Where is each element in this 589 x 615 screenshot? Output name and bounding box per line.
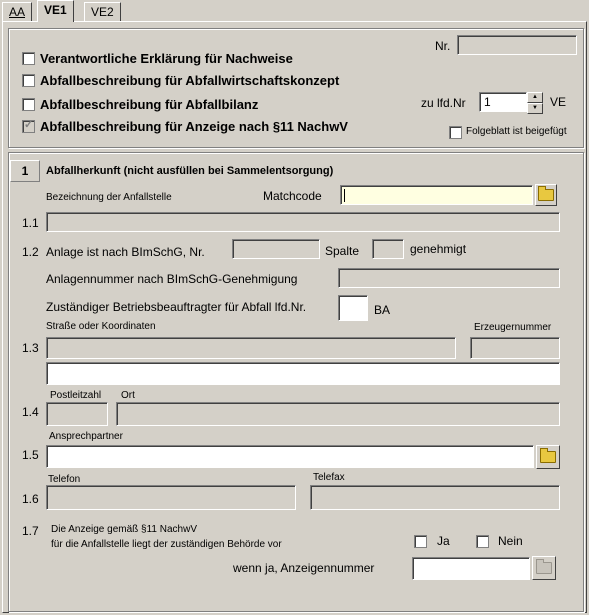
- lfd-input[interactable]: [479, 92, 527, 112]
- checkbox-abfallbilanz-label: Abfallbeschreibung für Abfallbilanz: [40, 97, 259, 112]
- checkbox-nachweise-label: Verantwortliche Erklärung für Nachweise: [40, 51, 293, 66]
- ort-label: Ort: [121, 390, 135, 401]
- anzeigennummer-label: wenn ja, Anzeigennummer: [233, 561, 375, 575]
- spin-down-icon[interactable]: ▼: [527, 103, 543, 114]
- telefon-field[interactable]: [46, 485, 296, 510]
- ort-field[interactable]: [116, 402, 560, 426]
- tab-aa-label: AA: [9, 5, 26, 19]
- nr-label: Nr.: [435, 39, 451, 53]
- tab-ve1-label: VE1: [44, 3, 67, 17]
- ba-label: BA: [374, 303, 391, 317]
- bezeichnung-field[interactable]: [46, 212, 560, 232]
- telefon-label: Telefon: [48, 474, 81, 485]
- row-1-7-number: 1.7: [22, 524, 39, 538]
- spin-up-icon[interactable]: ▲: [527, 92, 543, 103]
- anlage-label: Anlage ist nach BImSchG, Nr.: [46, 245, 205, 259]
- checkbox-ja[interactable]: [414, 535, 427, 548]
- checkbox-anzeige-11-label: Abfallbeschreibung für Anzeige nach §11 NachwV: [40, 119, 348, 134]
- plz-label: Postleitzahl: [50, 390, 102, 401]
- checkbox-folgeblatt[interactable]: [449, 126, 462, 139]
- genehmigt-label: genehmigt: [410, 242, 467, 256]
- erzeugernummer-field[interactable]: [470, 337, 560, 359]
- checkbox-abfallwirtschaftskonzept-label: Abfallbeschreibung für Abfallwirtschaftskonzept: [40, 73, 340, 88]
- strasse-input[interactable]: [46, 362, 560, 385]
- ansprechpartner-label: Ansprechpartner: [49, 431, 123, 442]
- ansprechpartner-lookup-button[interactable]: [536, 445, 560, 469]
- spalte-label: Spalte: [325, 244, 360, 258]
- anzeigennummer-lookup-button[interactable]: [532, 556, 556, 580]
- plz-field[interactable]: [46, 402, 108, 426]
- text-cursor: [344, 189, 345, 202]
- folder-icon: [540, 451, 556, 463]
- folder-icon: [536, 562, 552, 574]
- section-number: 1: [10, 160, 40, 182]
- anlage-nr-field[interactable]: [232, 239, 320, 259]
- ba-input[interactable]: [338, 295, 368, 321]
- bezeichnung-label: Bezeichnung der Anfallstelle: [46, 192, 172, 203]
- checkbox-nein[interactable]: [476, 535, 489, 548]
- ve-label: VE: [550, 95, 567, 109]
- row-1-5-number: 1.5: [22, 448, 39, 462]
- row-1-1-number: 1.1: [22, 216, 39, 230]
- checkbox-nachweise[interactable]: [22, 52, 35, 65]
- row-1-2-number: 1.2: [22, 245, 39, 259]
- tab-ve2[interactable]: [84, 2, 121, 21]
- ansprechpartner-input[interactable]: [46, 445, 534, 468]
- lfd-spinner[interactable]: [527, 92, 543, 112]
- nr-field[interactable]: [457, 35, 577, 55]
- anzeigennummer-input[interactable]: [412, 557, 530, 580]
- tab-ve1[interactable]: [37, 0, 74, 22]
- anzeige-line2: für die Anfallstelle liegt der zuständigen Behörde vor: [51, 539, 282, 550]
- matchcode-lookup-button[interactable]: [535, 184, 557, 206]
- matchcode-input[interactable]: [340, 185, 533, 205]
- nein-label: Nein: [498, 534, 523, 548]
- strasse-field[interactable]: [46, 337, 456, 359]
- betriebsbeauftragter-label: Zuständiger Betriebsbeauftragter für Abfall lfd.Nr.: [46, 300, 307, 314]
- anlagennummer-field[interactable]: [338, 268, 560, 288]
- tab-ve2-label: VE2: [91, 5, 114, 19]
- strasse-label: Straße oder Koordinaten: [46, 321, 156, 332]
- anlagennummer-label: Anlagennummer nach BImSchG-Genehmigung: [46, 272, 298, 286]
- row-1-6-number: 1.6: [22, 492, 39, 506]
- checkbox-abfallwirtschaftskonzept[interactable]: [22, 74, 35, 87]
- folgeblatt-label: Folgeblatt ist beigefügt: [466, 126, 567, 137]
- matchcode-label: Matchcode: [263, 189, 322, 203]
- erzeugernummer-label: Erzeugernummer: [474, 322, 552, 333]
- telefax-field[interactable]: [310, 485, 560, 510]
- tab-bar: [0, 0, 589, 22]
- lfd-value: 1: [484, 95, 491, 109]
- tab-aa[interactable]: [2, 2, 32, 21]
- spalte-field[interactable]: [372, 239, 404, 259]
- row-1-3-number: 1.3: [22, 341, 39, 355]
- checkbox-abfallbilanz[interactable]: [22, 98, 35, 111]
- section-title: Abfallherkunft (nicht ausfüllen bei Sammelentsorgung): [46, 165, 334, 177]
- telefax-label: Telefax: [313, 472, 345, 483]
- ja-label: Ja: [437, 534, 450, 548]
- row-1-4-number: 1.4: [22, 405, 39, 419]
- checkbox-anzeige-11[interactable]: [22, 120, 35, 133]
- anzeige-line1: Die Anzeige gemäß §11 NachwV: [51, 524, 198, 535]
- lfd-label: zu lfd.Nr: [421, 96, 466, 110]
- folder-icon: [538, 189, 554, 201]
